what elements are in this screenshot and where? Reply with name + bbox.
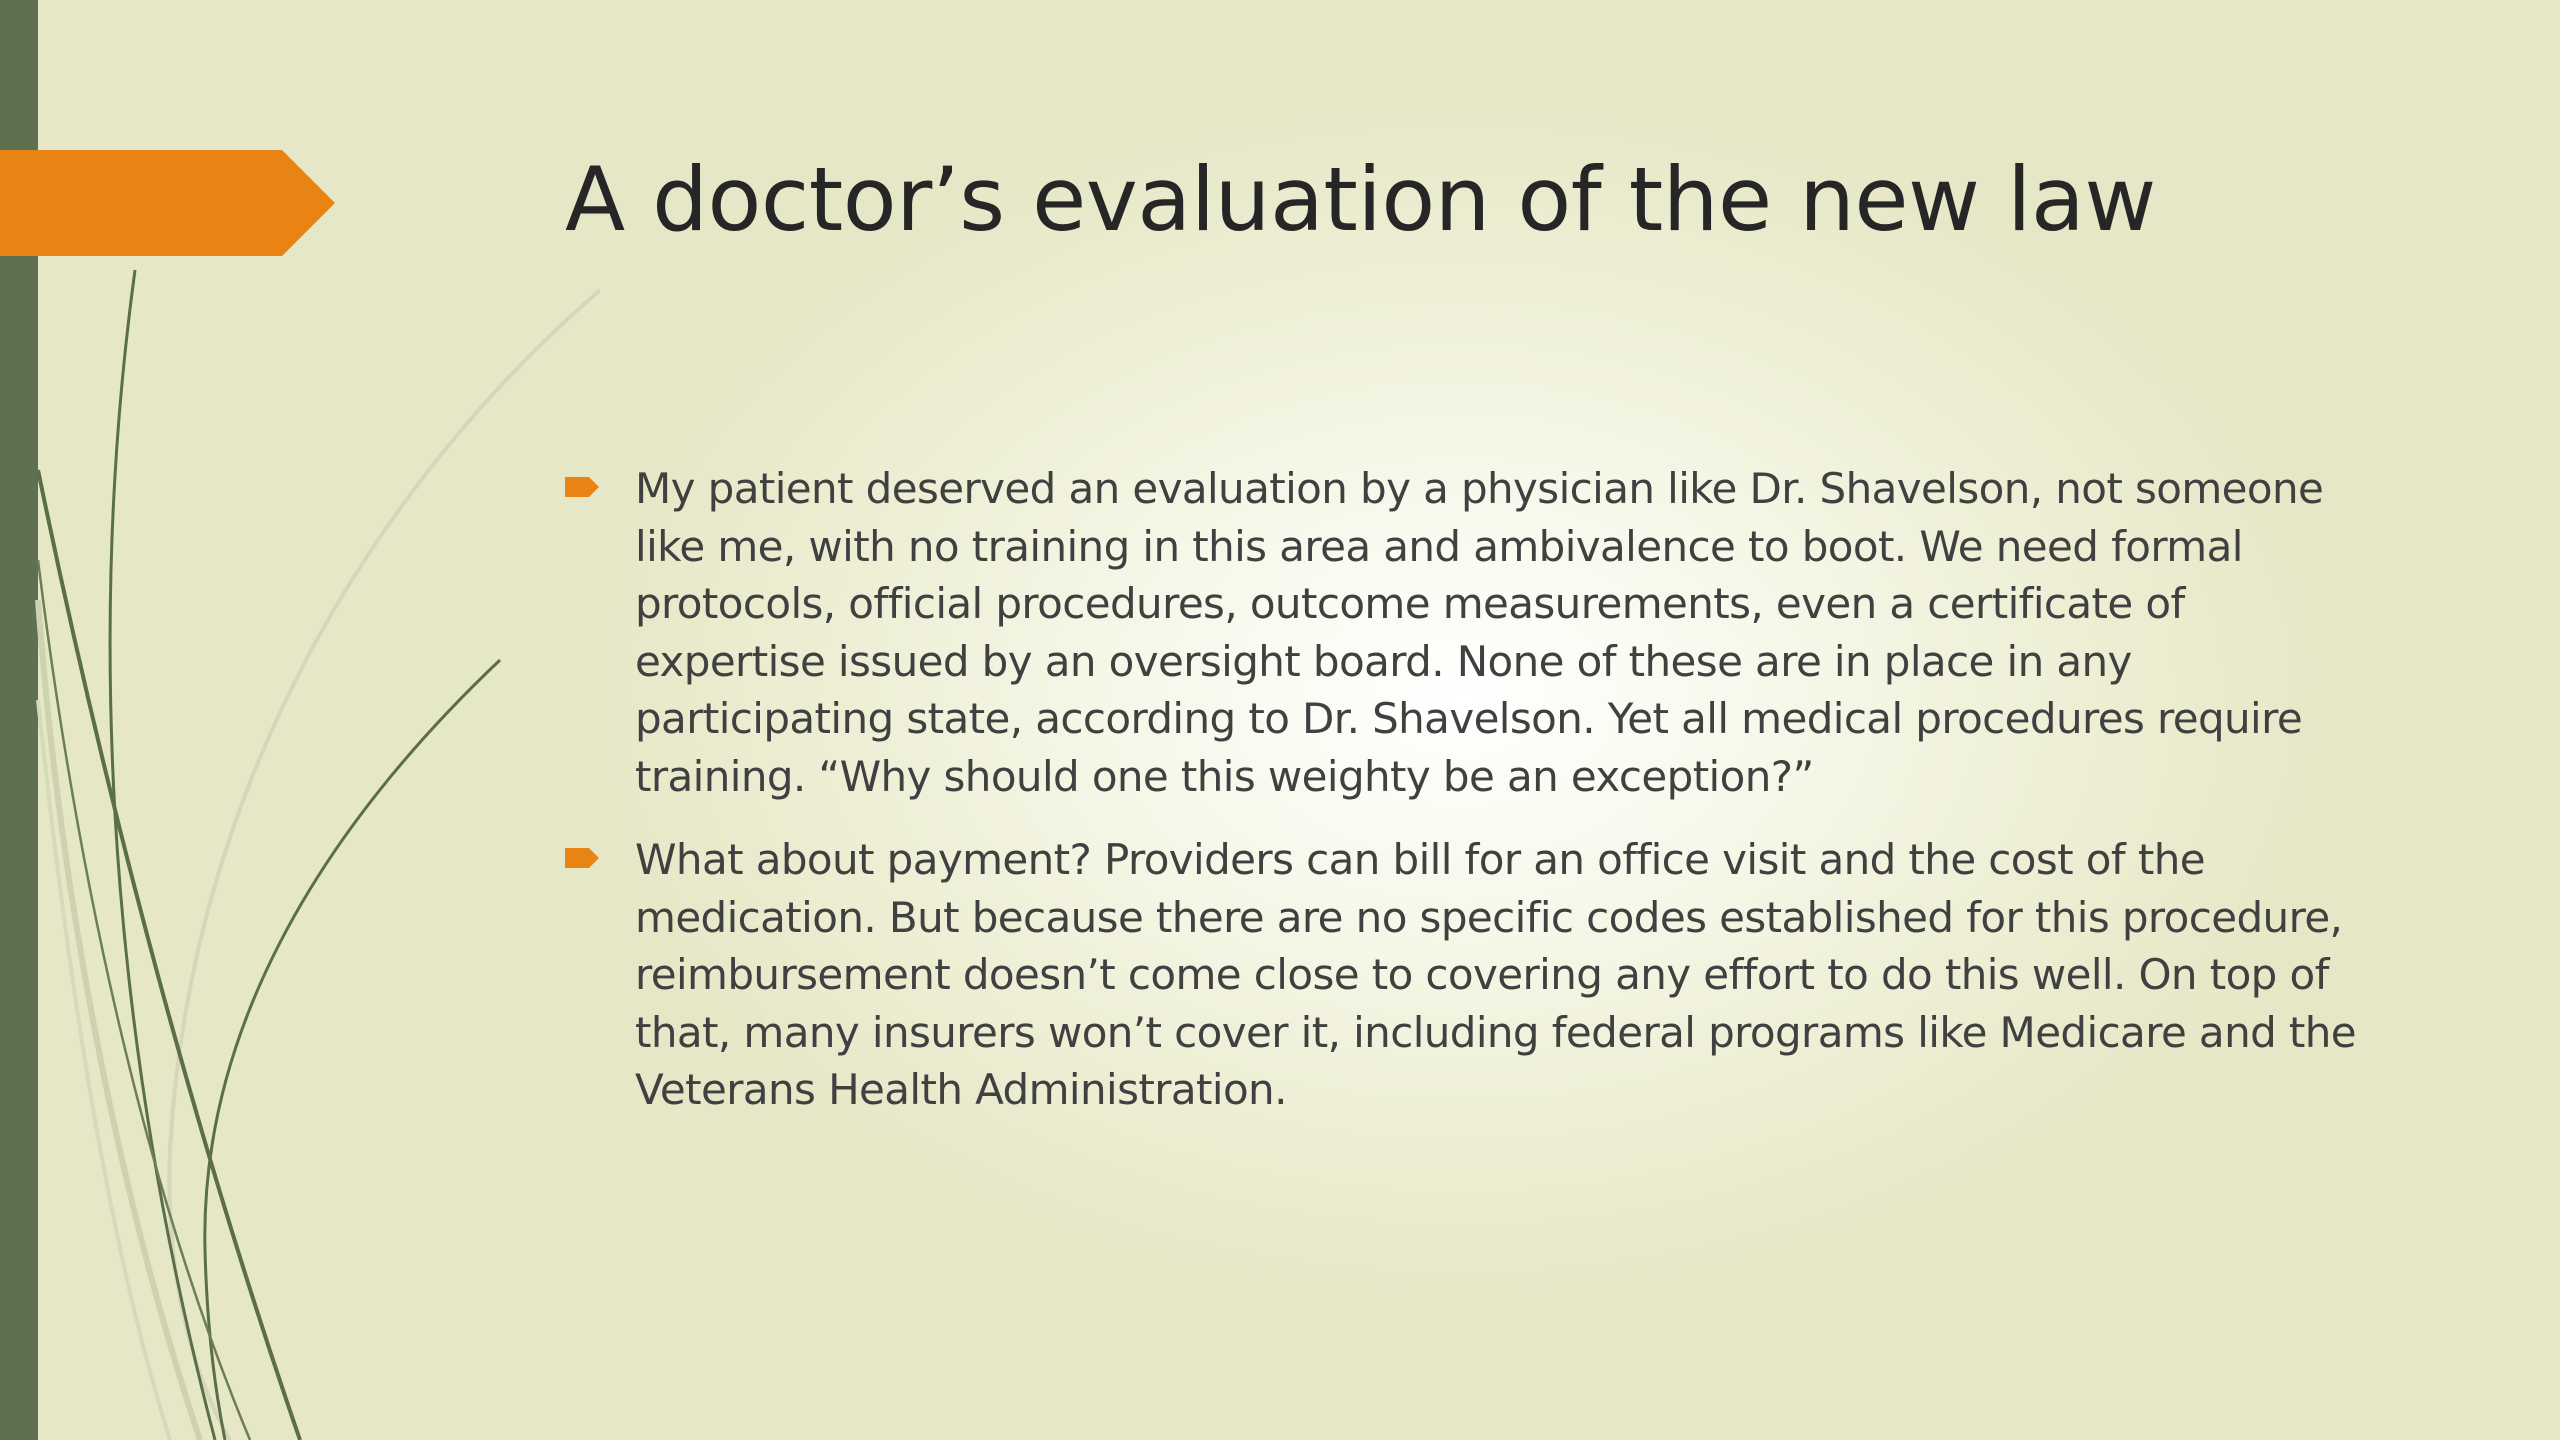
bullet-list — [565, 460, 2375, 1145]
bullet-text: My patient deserved an evaluation by a physician like Dr. Shavelson, not someone like me, with no training in this area and ambivalence to boot. We need formal protocols, official procedures, outcome measurements, even a certificate of expertise issued by an oversight board. None of these are in place in any participating state, according to Dr. Shavelson. Yet all medical procedures require training. “Why should one this weighty be an exception?” — [635, 464, 2324, 801]
title-arrow-tab — [0, 150, 335, 256]
bullet-text: What about payment? Providers can bill for an office visit and the cost of the medication. But because there are no specific codes established for this procedure, reimbursement doesn’t come close to covering any effort to do this well. On top of that, many insurers won’t cover it, including federal programs like Medicare and the Veterans Health Administration. — [635, 835, 2357, 1114]
bullet-item — [565, 831, 2375, 1119]
bullet-item — [565, 460, 2375, 805]
arrow-bullet-icon — [565, 848, 599, 868]
arrow-bullet-icon — [565, 477, 599, 497]
slide-title: A doctor’s evaluation of the new law — [565, 148, 2156, 251]
